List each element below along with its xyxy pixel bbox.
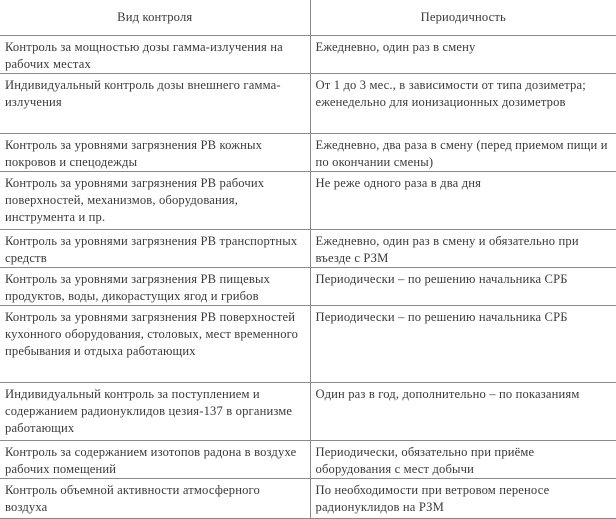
table-row xyxy=(0,74,616,134)
periodicity-cell: Не реже одного раза в два дня xyxy=(310,172,616,230)
control-type-cell: Контроль за уровнями загрязнения РВ рабочих поверхностей, механизмов, оборудования, инструмента и пр. xyxy=(0,172,310,230)
table-row xyxy=(0,268,616,306)
control-type-cell: Контроль за уровнями загрязнения РВ пищевых продуктов, воды, дикорастущих ягод и грибов xyxy=(0,268,310,306)
control-type-cell: Контроль за мощностью дозы гамма-излучения на рабочих местах xyxy=(0,36,310,74)
periodicity-cell: Ежедневно, один раз в смену xyxy=(310,36,616,74)
table-row xyxy=(0,36,616,74)
periodicity-cell: Периодически, обязательно при приёме оборудования с мест добычи xyxy=(310,441,616,479)
control-type-cell: Контроль за уровнями загрязнения РВ транспортных средств xyxy=(0,230,310,268)
table-row xyxy=(0,172,616,230)
periodicity-cell: Ежедневно, один раз в смену и обязательно при въезде с РЗМ xyxy=(310,230,616,268)
control-type-cell: Контроль за уровнями загрязнения РВ поверхностей кухонного оборудования, столовых, мест временного пребывания и отдыха работающих xyxy=(0,306,310,383)
header-row xyxy=(0,0,616,36)
header-periodicity: Периодичность xyxy=(310,0,616,36)
table-row xyxy=(0,479,616,519)
periodicity-cell: От 1 до 3 мес., в зависимости от типа дозиметра; еженедельно для ионизационных дозиметров xyxy=(310,74,616,134)
control-type-cell: Индивидуальный контроль дозы внешнего гамма-излучения xyxy=(0,74,310,134)
periodicity-cell: По необходимости при ветровом переносе радионуклидов на РЗМ xyxy=(310,479,616,519)
header-control-type: Вид контроля xyxy=(0,0,310,36)
periodicity-cell: Ежедневно, два раза в смену (перед приемом пищи и по окончании смены) xyxy=(310,134,616,172)
periodicity-cell: Один раз в год, дополнительно – по показаниям xyxy=(310,383,616,441)
control-type-cell: Индивидуальный контроль за поступлением и содержанием радионуклидов цезия-137 в организме работающих xyxy=(0,383,310,441)
control-type-cell: Контроль за содержанием изотопов радона в воздухе рабочих помещений xyxy=(0,441,310,479)
table-row xyxy=(0,441,616,479)
table-row xyxy=(0,306,616,383)
table-row xyxy=(0,134,616,172)
periodicity-cell: Периодически – по решению начальника СРБ xyxy=(310,268,616,306)
periodicity-cell: Периодически – по решению начальника СРБ xyxy=(310,306,616,383)
table-row xyxy=(0,230,616,268)
control-type-cell: Контроль за уровнями загрязнения РВ кожных покровов и спецодежды xyxy=(0,134,310,172)
control-type-cell: Контроль объемной активности атмосферного воздуха xyxy=(0,479,310,519)
table-row xyxy=(0,383,616,441)
